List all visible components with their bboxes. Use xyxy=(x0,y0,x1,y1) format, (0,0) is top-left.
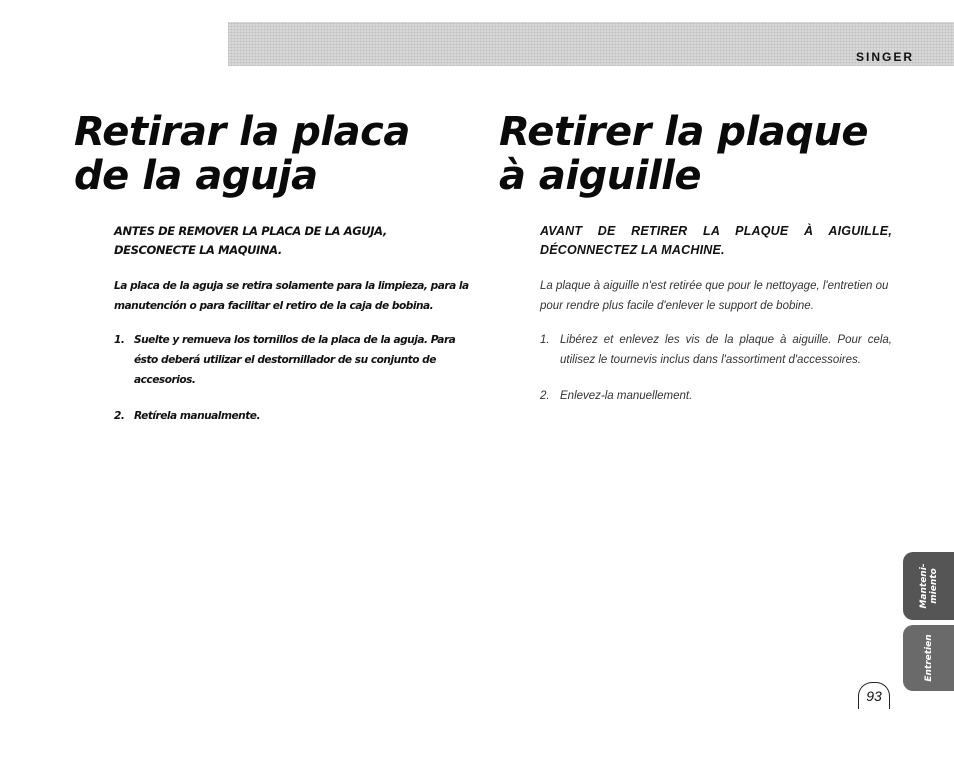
page-number: 93 xyxy=(858,682,890,709)
french-steps xyxy=(540,330,892,406)
title-spanish-line1: Retirar la placa xyxy=(74,109,410,155)
step-number: 1. xyxy=(114,334,125,346)
french-step-2 xyxy=(540,386,892,406)
french-warning: AVANT DE RETIRER LA PLAQUE À AIGUILLE, DÉCONNECTEZ LA MACHINE. xyxy=(540,224,892,257)
spanish-step-2 xyxy=(114,406,469,426)
tab-entretien-label: Entretien xyxy=(923,634,934,682)
spanish-column xyxy=(114,222,469,442)
step-text: Enlevez-la manuellement. xyxy=(560,390,693,402)
title-french xyxy=(499,110,868,198)
step-text: Libérez et enlevez les vis de la plaque à aiguille. Pour cela, utilisez le tournevis inclus dans l'assortiment d'accessoires. xyxy=(560,334,892,366)
tab-mantenimiento[interactable] xyxy=(903,552,954,620)
tab-entretien[interactable] xyxy=(903,625,954,691)
step-text: Suelte y remueva los tornillos de la placa de la aguja. Para ésto deberá utilizar el destornillador de su conjunto de accesorios. xyxy=(134,334,456,386)
title-french-line1: Retirer la plaque xyxy=(499,109,868,155)
title-french-line2: à aiguille xyxy=(499,153,701,199)
header-bar xyxy=(228,22,954,66)
title-spanish xyxy=(74,110,410,198)
tab-mantenimiento-label: Manteni- miento xyxy=(918,563,939,609)
brand-logo: SINGER xyxy=(855,50,914,64)
step-number: 2. xyxy=(540,390,550,402)
spanish-intro: La placa de la aguja se retira solamente para la limpieza, para la manutención o para facilitar el retiro de la caja de bobina. xyxy=(114,280,469,312)
step-text: Retírela manualmente. xyxy=(134,410,260,422)
spanish-steps xyxy=(114,330,469,426)
french-step-1 xyxy=(540,330,892,370)
spanish-warning: ANTES DE REMOVER LA PLACA DE LA AGUJA, DESCONECTE LA MAQUINA. xyxy=(114,224,387,257)
spanish-step-1 xyxy=(114,330,469,390)
french-column xyxy=(540,222,892,422)
step-number: 2. xyxy=(114,410,125,422)
title-spanish-line2: de la aguja xyxy=(74,153,318,199)
french-intro: La plaque à aiguille n'est retirée que pour le nettoyage, l'entretien ou pour rendre plus facile d'enlever le support de bobine. xyxy=(540,280,889,312)
step-number: 1. xyxy=(540,334,550,346)
